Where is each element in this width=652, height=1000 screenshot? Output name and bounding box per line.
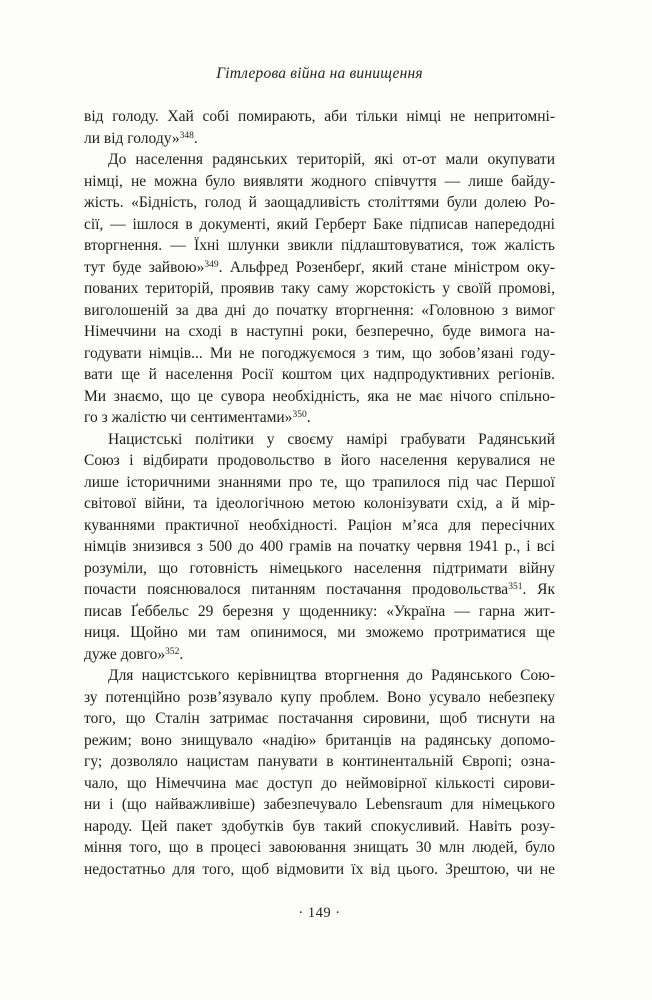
text-line: виголошеній за два дні до початку вторгнення: «Головною з вимог	[84, 301, 555, 319]
text-line: ни і (що найважливіше) забезпечувало Lebensraum для німецького	[84, 796, 555, 813]
text-line: світової війни, та ідеологічною метою колонізувати схід, а й мір-	[84, 495, 555, 512]
text-line: писав Ґеббельс 29 березня у щоденнику: «Україна — гарна жит-	[84, 602, 555, 620]
text-line: німці, не можна було виявляти жодного співчуття — лише байду-	[84, 172, 555, 190]
text-line: Нацистські політики у своєму намірі грабувати Радянський	[108, 430, 555, 448]
footnote-reference: 348	[179, 130, 194, 141]
text-line: годувати німців... Ми не погоджуємося з тим, що зобов’язані году-	[84, 344, 555, 362]
text-line: ниця. Щойно ми там опинимося, ми зможемо протриматися ще	[84, 624, 555, 641]
text-line: сії, — ішлося в документі, який Герберт Баке підписав напередодні	[84, 215, 555, 233]
text-line: тут буде зайвою»$^{349}$. Альфред Розенберґ, який стане міністром оку-	[84, 258, 555, 276]
footnote-reference: 349	[204, 259, 219, 270]
text-line: До населення радянських територій, які от-от мали окупувати	[108, 151, 555, 168]
body-text	[84, 106, 555, 880]
paragraph	[84, 429, 555, 666]
text-line: Німеччини на сході в наступні роки, безперечно, буде вимога на-	[84, 323, 555, 340]
footnote-reference: 351	[508, 582, 523, 592]
text-line: Для нацистського керівництва вторгнення до Радянського Сою-	[108, 667, 555, 684]
paragraph	[84, 106, 555, 149]
text-line: го з жалістю чи сентиментами»$^{350}$.	[84, 409, 311, 426]
text-line: режим; воно знищувало «надію» британців на радянську допомо-	[84, 731, 555, 749]
text-line: чало, що Німеччина має доступ до неймовірної кількості сирови-	[84, 774, 555, 792]
paragraph	[84, 149, 555, 429]
text-line: Ми знаємо, що це сувора необхідність, яка не має нічого спільно-	[84, 387, 555, 405]
text-line: пованих територій, проявив таку саму жорстокість у своїй промові,	[84, 280, 555, 297]
text-line: народу. Цей пакет здобутків був такий спокусливий. Навіть розу-	[84, 817, 555, 835]
text-line: розуміли, що готовність німецького населення підтримати війну	[84, 559, 555, 577]
text-line: вторгнення. — Їхні шлунки звикли підлаштовуватися, тож жалість	[84, 237, 555, 254]
running-header: Гітлерова війна на винищення	[216, 65, 423, 82]
text-line: міння того, що в процесі завоювання знищать 30 млн людей, було	[84, 839, 555, 856]
text-line: того, що Сталін затримає постачання сировини, щоб тиснути на	[84, 710, 555, 727]
text-line: дуже довго»$^{352}$.	[84, 645, 184, 663]
footnote-reference: 352	[165, 646, 180, 657]
text-line: від голоду. Хай собі помирають, аби тільки німці не непритомні-	[84, 108, 555, 125]
text-line: Союз і відбирати продовольство в його населення керувалися не	[84, 452, 555, 469]
text-line: недостатньо для того, щоб відмовити їх від цього. Зрештою, чи не	[84, 860, 555, 878]
text-line: куваннями практичної необхідності. Раціон м’яса для пересічних	[84, 516, 555, 534]
text-line: лише історичними знаннями про те, що трапилося під час Першої	[84, 473, 555, 491]
text-line: гу; дозволяло нацистам панувати в континентальній Європі; озна-	[84, 753, 555, 770]
text-line: вати ще й населення Росії коштом цих надпродуктивних регіонів.	[84, 366, 555, 383]
text-line: жість. «Бідність, голод й заощадливість століттями були долею Ро-	[84, 194, 555, 211]
text-line: ли від голоду»$^{348}$.	[84, 129, 198, 147]
paragraph	[84, 665, 555, 880]
text-line: німців знизився з 500 до 400 грамів на початку червня 1941 р., і всі	[84, 538, 555, 555]
text-line: зу потенційно розв’язувало купу проблем. Воно усувало небезпеку	[84, 688, 555, 706]
text-line: почасти пояснювалося питанням постачання продовольства$^{351}$. Як	[84, 581, 555, 598]
footnote-reference: 350	[292, 410, 307, 420]
page-number: · 149 ·	[298, 905, 341, 921]
